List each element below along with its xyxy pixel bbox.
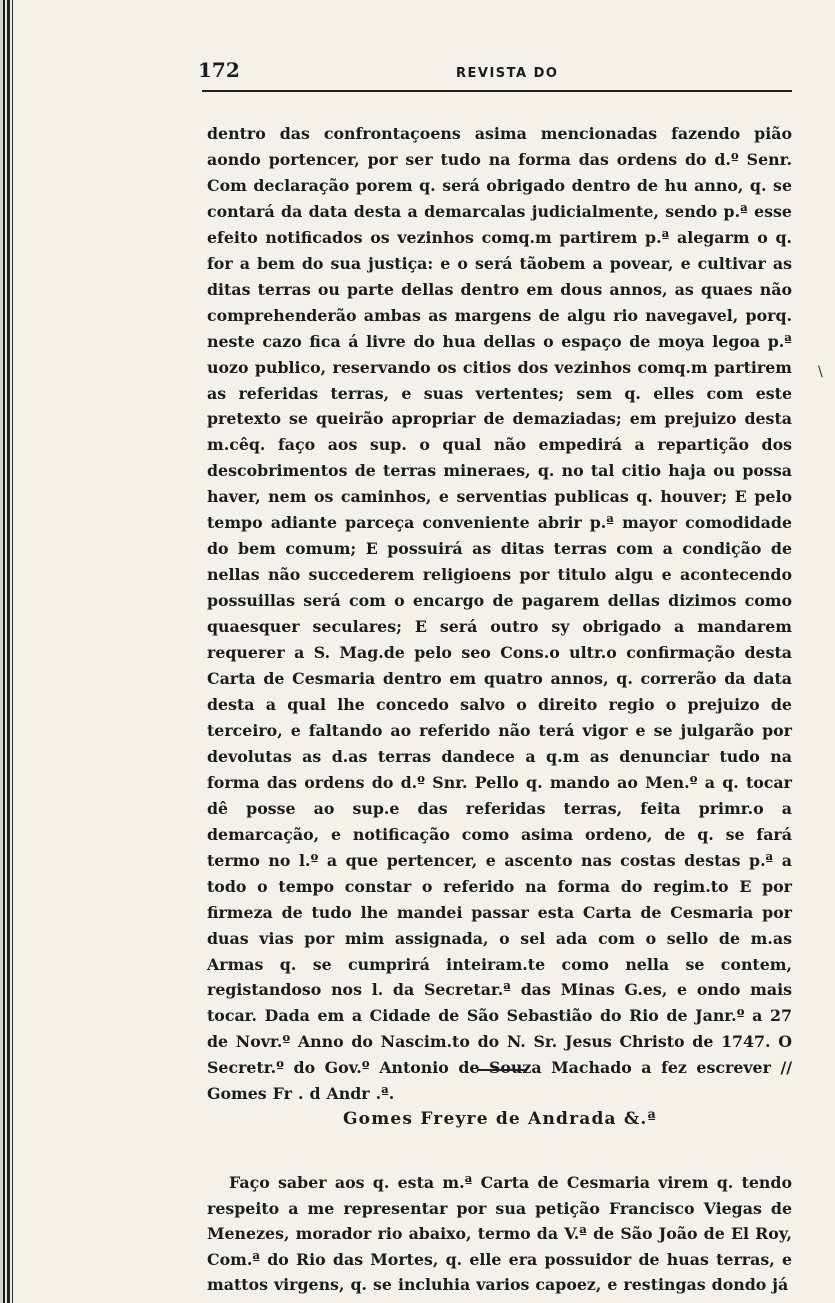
section-divider bbox=[477, 1069, 525, 1071]
body-paragraph-2: Faço saber aos q. esta m.ª Carta de Cesmaria virem q. tendo respeito a me representar por sua petição Francisco Viegas de Menezes, morador rio abaixo, termo da V.ª de São João de El Roy, Com.ª do Rio das Mortes, q. elle era possuidor de huas terras, e mattos virgens, q. se incluhia varios capoez, e restingas dondo já bbox=[207, 1173, 792, 1294]
book-binding-edge bbox=[0, 0, 18, 1303]
margin-mark: \ bbox=[818, 364, 823, 380]
page-number: 172 bbox=[198, 58, 240, 82]
body-paragraph-1: dentro das confrontaçoens asima mencionadas fazendo pião aondo portencer, por ser tudo na forma das ordens do d.º Senr. Com declaração porem q. será obrigado dentro de hu anno, q. se contará da data desta a demarcalas judicialmente, sendo p.ª esse efeito notificados os vezinhos comq.m partirem p.ª alegarm o q. for a bem do sua justiça: e o será tãobem a povear, e cultivar as ditas terras ou parte dellas dentro em dous annos, as quaes não comprehenderão ambas as margens de algu rio navegavel, porq. neste cazo fica á livre do hua dellas o espaço de moya legoa p.ª uozo publico, reservando os citios dos vezinhos comq.m partirem as referidas terras, e suas vertentes; sem q. elles com este pretexto se queirão apropriar de demaziadas; em prejuizo desta m.cêq. faço aos sup. o qual não empedirá a repartição dos descobrimentos de terras mineraes, q. no tal citio haja ou possa haver, nem os caminhos, e serventias publicas q. houver; E pelo tempo adiante parceça conveniente abrir p.ª mayor comodidade do bem comum; E possuirá as ditas terras com a condição de nellas não succederem religioens por titulo algu e acontecendo possuillas será com o encargo de pagarem dellas dizimos como quaesquer seculares; E será outro sy obrigado a mandarem requerer a S. Mag.de pelo seo Cons.o ultr.o confirmação desta Carta de Cesmaria dentro em quatro annos, q. correrão da data desta a qual lhe concedo salvo o direito regio o prejuizo de terceiro, e faltando ao referido não terá vigor e se julgarão por devolutas as d.as terras dandece a q.m as denunciar tudo na forma das ordens do d.º Snr. Pello q. mando ao Men.º a q. tocar dê posse ao sup.e das referidas terras, feita primr.o a demarcação, e notificação como asima ordeno, de q. se fará termo no l.º a que pertencer, e ascento nas costas destas p.ª a todo o tempo constar o referido na forma do regim.to E por firmeza de tudo lhe mandei passar esta Carta de Cesmaria por duas vias por mim assignada, o sel ada com o sello de m.as Armas q. se cumprirá inteiram.te como nella se contem, registandoso nos l. da Secretar.ª das Minas G.es, e ondo mais tocar. Dada em a Cidade de São Sebastião do Rio de Janr.º a 27 de Novr.º Anno do Nascim.to do N. Sr. Jesus Christo de 1747. O Secretr.º do Gov.º Antonio de Souza Machado a fez escrever // Gomes Fr . d Andr .ª. bbox=[207, 124, 792, 1104]
section-heading: Gomes Freyre de Andrada &.ª bbox=[342, 1109, 658, 1129]
running-title: REVISTA DO bbox=[456, 66, 559, 81]
header-rule bbox=[202, 90, 792, 95]
